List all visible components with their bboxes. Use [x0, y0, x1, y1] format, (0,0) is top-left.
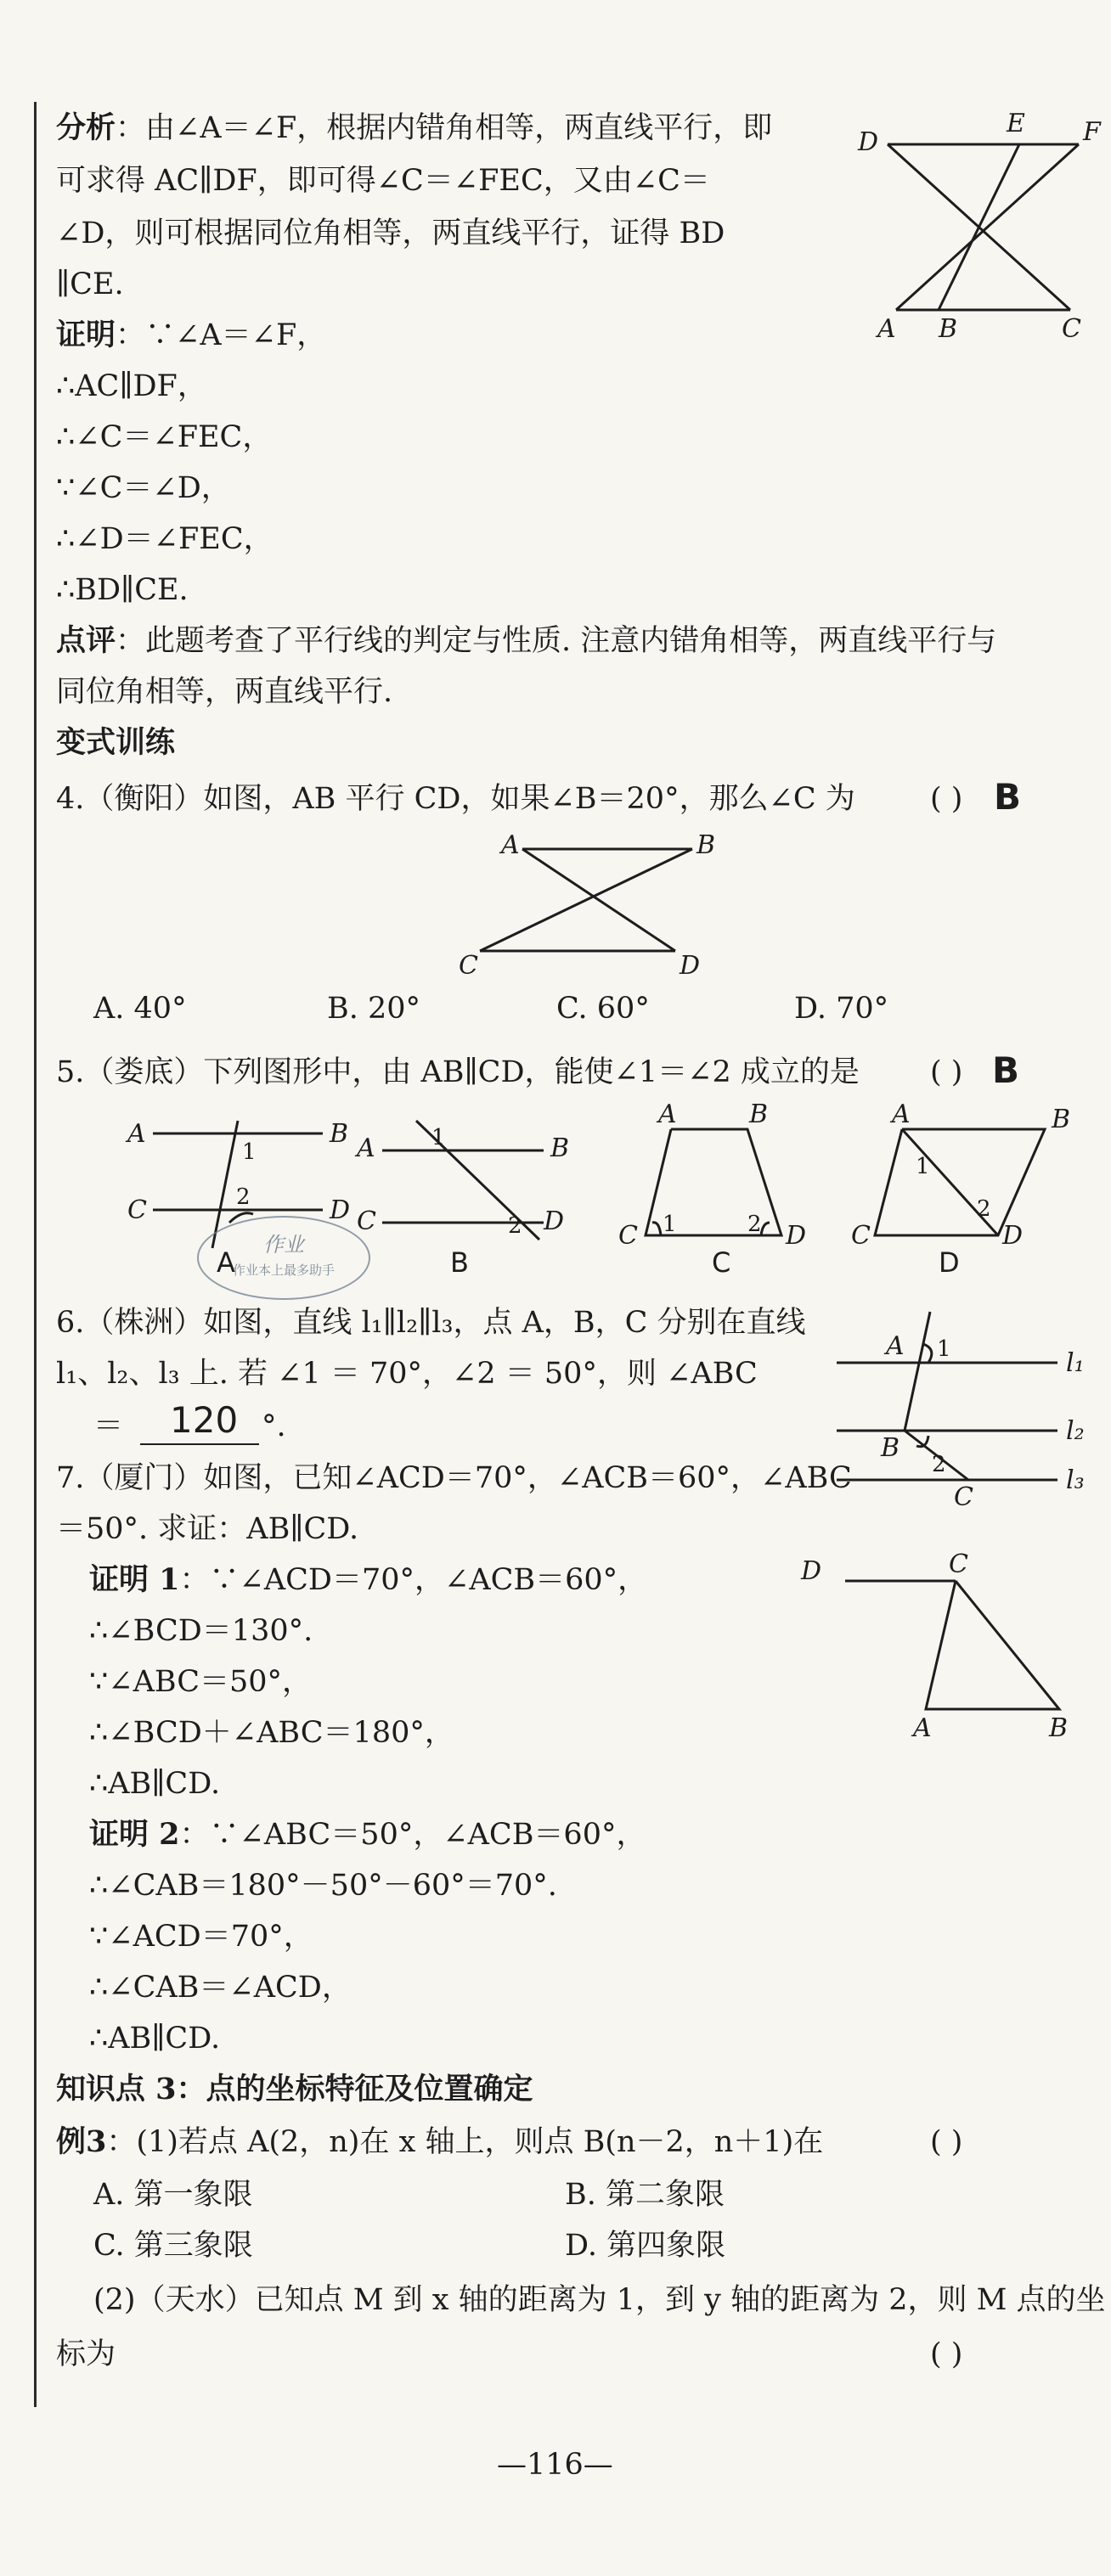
- question-6-stem-1: 6.（株洲）如图，直线 l₁∥l₂∥l₃，点 A，B，C 分别在直线: [56, 1306, 806, 1340]
- example-3-part-2-cont: 标为: [56, 2337, 116, 2371]
- q7-proof1-line-4: ∴∠BCD＋∠ABC＝180°，: [89, 1716, 454, 1750]
- angle-2: 2: [932, 1452, 946, 1477]
- proof-line-6: ∴BD∥CE.: [56, 573, 189, 607]
- label-B: B: [330, 1119, 349, 1149]
- ex3-option-b: B. 第二象限: [565, 2178, 725, 2212]
- figure-top-parallel-lines: [854, 98, 1108, 344]
- page-number: —116—: [497, 2448, 613, 2482]
- question-5-stem: 5.（娄底）下列图形中，由 AB∥CD，能使∠1＝∠2 成立的是: [56, 1055, 860, 1089]
- angle-1: 1: [937, 1336, 951, 1362]
- analysis-text-3: ∠D，则可根据同位角相等，两直线平行，证得 BD: [56, 217, 725, 250]
- label-B: B: [1049, 1713, 1069, 1743]
- angle-1: 1: [916, 1154, 930, 1179]
- angle-1: 1: [431, 1125, 446, 1150]
- bold-label: 例3: [56, 2124, 107, 2159]
- label-C: C: [618, 1221, 638, 1251]
- bold-label: 证明: [56, 318, 116, 352]
- label-C: C: [127, 1195, 147, 1225]
- question-5-answer: B: [992, 1049, 1020, 1091]
- left-margin-rule: [34, 102, 37, 2407]
- analysis-text-4: ∥CE.: [56, 267, 124, 301]
- q7-proof1-prefix: 证明 1: [89, 1562, 180, 1597]
- angle-1: 1: [242, 1139, 257, 1165]
- label-B: B: [881, 1433, 900, 1463]
- proof-line-1: 证明：∵∠A＝∠F，: [56, 318, 327, 352]
- label-C: C: [949, 1550, 968, 1579]
- question-7-stem-2: ＝50°. 求证：AB∥CD.: [56, 1512, 359, 1546]
- label-A: A: [892, 1100, 911, 1129]
- bold-label: 证明 2: [89, 1817, 180, 1852]
- proof-line-5: ∴∠D＝∠FEC，: [56, 522, 274, 556]
- label-A: A: [357, 1133, 375, 1163]
- knowledge-point-3-heading: 知识点 3：点的坐标特征及位置确定: [56, 2072, 533, 2106]
- example-3-part-1: 例3：(1)若点 A(2，n)在 x 轴上，则点 B(n－2，n＋1)在: [56, 2124, 824, 2159]
- angle-1: 1: [663, 1212, 677, 1237]
- label-D: D: [786, 1221, 807, 1251]
- q4-option-d: D. 70°: [794, 992, 889, 1026]
- caption-d: D: [939, 1246, 960, 1279]
- label-B: B: [939, 314, 958, 344]
- label-l2: l₂: [1066, 1416, 1085, 1446]
- ex3-option-d: D. 第四象限: [565, 2229, 726, 2263]
- figure-q4: [454, 828, 735, 981]
- q7-proof1-line-3: ∵∠ABC＝50°，: [89, 1665, 313, 1699]
- comment-line-2: 同位角相等，两直线平行.: [56, 675, 393, 709]
- proof-line-3: ∴∠C＝∠FEC，: [56, 420, 273, 454]
- label-A: A: [913, 1713, 932, 1743]
- label-B: B: [550, 1133, 570, 1163]
- question-4-answer: B: [994, 776, 1022, 818]
- label-D: D: [1002, 1221, 1024, 1251]
- label-E: E: [1007, 109, 1025, 138]
- q4-option-c: C. 60°: [556, 992, 650, 1026]
- label-B: B: [749, 1100, 769, 1129]
- question-7-stem-1: 7.（厦门）如图，已知∠ACD＝70°，∠ACB＝60°，∠ABC: [56, 1461, 852, 1495]
- label-A: A: [886, 1331, 905, 1361]
- bold-label: 点评: [56, 623, 116, 658]
- angle-2: 2: [747, 1212, 762, 1237]
- ex3-option-a: A. 第一象限: [93, 2178, 253, 2212]
- figure-q5-b: [357, 1104, 578, 1279]
- label-A: A: [658, 1100, 677, 1129]
- example-3-part-1-bracket: ( ): [930, 2125, 963, 2159]
- q7-proof1-line-2: ∴∠BCD＝130°.: [89, 1614, 313, 1648]
- figure-q5-c: [612, 1100, 832, 1279]
- q7-proof2-line-2: ∴∠CAB＝180°－50°－60°＝70°.: [89, 1869, 557, 1903]
- stamp-line-1: 作业: [263, 1233, 304, 1257]
- q4-option-b: B. 20°: [327, 992, 421, 1026]
- question-5-bracket: ( ): [930, 1055, 963, 1089]
- example-3-part-2: (2)（天水）已知点 M 到 x 轴的距离为 1，到 y 轴的距离为 2，则 M 点的坐: [93, 2283, 1106, 2317]
- q4-option-a: A. 40°: [93, 992, 187, 1026]
- figure-q6: [828, 1295, 1108, 1516]
- question-4-bracket: ( ): [930, 782, 963, 816]
- label-D: D: [801, 1556, 822, 1586]
- label-D: D: [858, 127, 879, 157]
- label-A: A: [127, 1119, 146, 1149]
- angle-2: 2: [236, 1184, 251, 1210]
- answer-underline: [140, 1443, 259, 1445]
- label-D: D: [680, 951, 701, 981]
- label-l1: l₁: [1066, 1348, 1085, 1378]
- comment-line-1: 点评：此题考查了平行线的判定与性质. 注意内错角相等，两直线平行与: [56, 623, 997, 658]
- proof-line-2: ∴AC∥DF，: [56, 369, 207, 403]
- label-D: D: [544, 1206, 565, 1236]
- homework-stamp: [197, 1216, 370, 1300]
- label-B: B: [1052, 1105, 1071, 1134]
- label-C: C: [357, 1206, 376, 1236]
- question-6-stem-2: l₁、l₂、l₃ 上. 若 ∠1 ＝ 70°，∠2 ＝ 50°，则 ∠ABC: [56, 1357, 758, 1391]
- label-B: B: [696, 830, 716, 860]
- figure-q7: [794, 1550, 1091, 1743]
- label-C: C: [851, 1221, 871, 1251]
- bold-label: 分析: [56, 110, 116, 145]
- angle-2: 2: [977, 1196, 991, 1222]
- label-C: C: [459, 951, 478, 981]
- label-C: C: [954, 1482, 973, 1512]
- question-6-answer: 120: [170, 1399, 239, 1441]
- caption-b: B: [450, 1246, 469, 1279]
- analysis-text-2: 可求得 AC∥DF，即可得∠C＝∠FEC，又由∠C＝: [56, 164, 710, 198]
- label-A: A: [877, 314, 896, 344]
- question-6-eq: ＝: [93, 1409, 124, 1443]
- analysis-text-1: 分析：由∠A＝∠F，根据内错角相等，两直线平行，即: [56, 110, 773, 145]
- q7-proof2-line-1: 证明 2：∵∠ABC＝50°，∠ACB＝60°，: [89, 1817, 646, 1852]
- question-6-unit: °.: [262, 1409, 286, 1443]
- q7-proof1-line-1: 证明 1：∵∠ACD＝70°，∠ACB＝60°，: [89, 1562, 648, 1597]
- ex3-option-c: C. 第三象限: [93, 2229, 253, 2263]
- q7-proof2-line-4: ∴∠CAB＝∠ACD，: [89, 1971, 352, 2005]
- label-A: A: [501, 830, 520, 860]
- label-C: C: [1062, 314, 1081, 344]
- angle-2: 2: [508, 1213, 522, 1239]
- section-heading-practice: 变式训练: [56, 725, 176, 760]
- q7-proof2-line-3: ∵∠ACD＝70°，: [89, 1920, 313, 1954]
- caption-c: C: [712, 1246, 731, 1279]
- figure-q5-d: [849, 1100, 1087, 1279]
- caption-a: A: [217, 1246, 235, 1279]
- label-F: F: [1083, 117, 1101, 147]
- example-3-part-2-bracket: ( ): [930, 2337, 963, 2371]
- label-l3: l₃: [1066, 1465, 1085, 1495]
- q7-proof2-line-5: ∴AB∥CD.: [89, 2022, 221, 2056]
- stamp-line-2: 作业本上最多助手: [232, 1263, 335, 1278]
- label-D: D: [330, 1195, 351, 1225]
- proof-line-4: ∵∠C＝∠D，: [56, 471, 231, 505]
- q7-proof1-line-5: ∴AB∥CD.: [89, 1767, 221, 1801]
- question-4-stem: 4.（衡阳）如图，AB 平行 CD，如果∠B＝20°，那么∠C 为: [56, 782, 855, 816]
